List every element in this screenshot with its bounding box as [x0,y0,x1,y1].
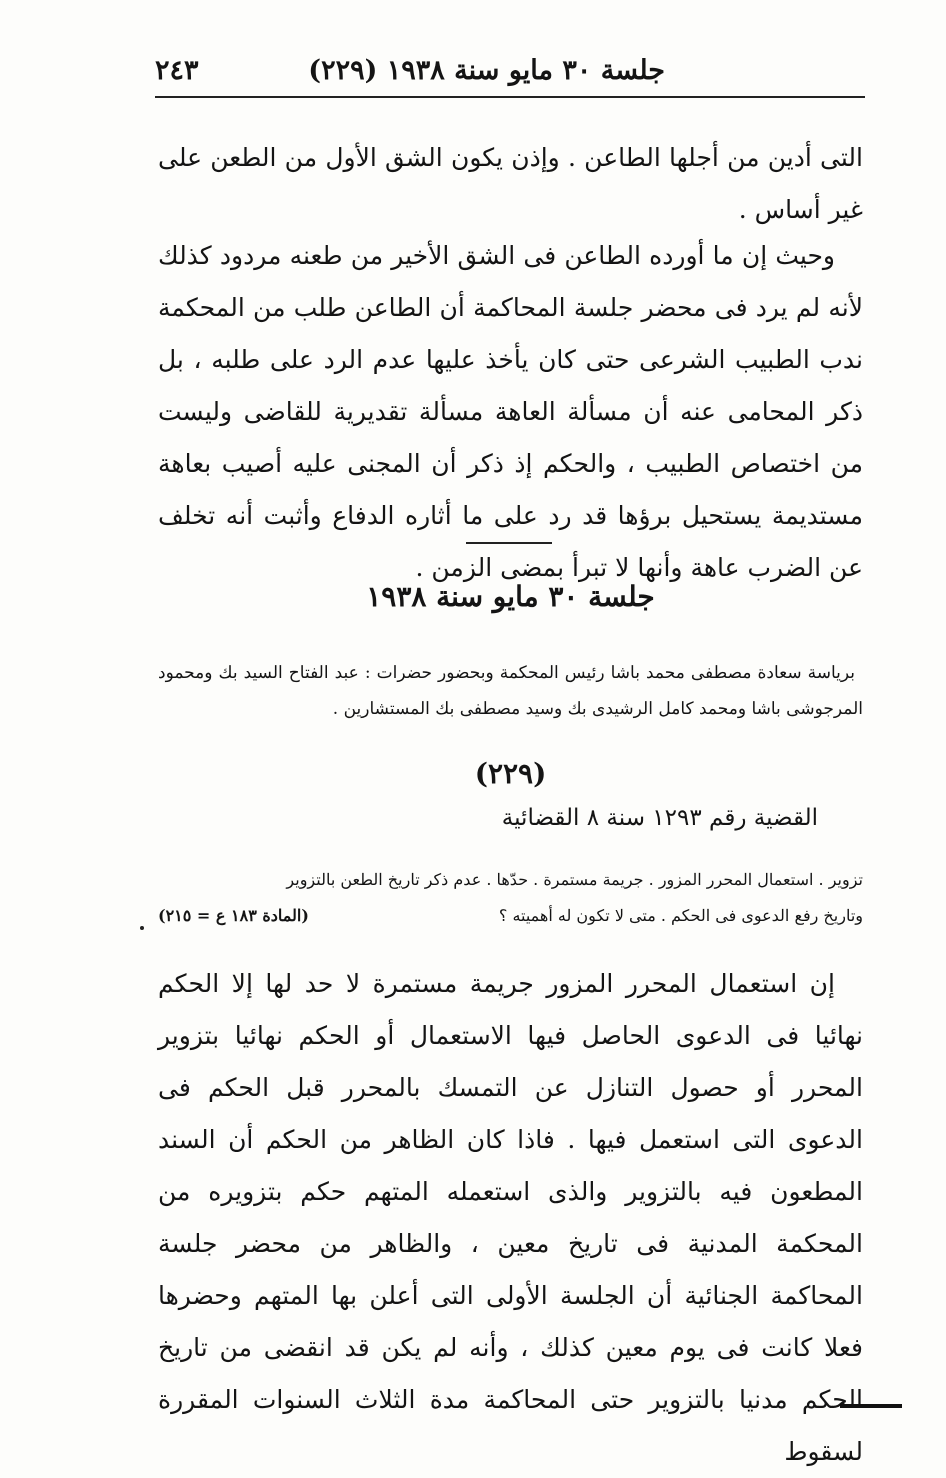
case-number: (٢٢٩) [474,757,547,790]
paragraph-principle: إن استعمال المحرر المزور جريمة مستمرة لا حد لها إلا الحكم نهائيا فى الدعوى الحاصل فيها الاستعمال أو الحكم نهائيا بتزوير المحرر أو حصول التنازل عن التمسك بالمحرر قبل الحكم فى الدعوى التى استعمل فيها . فاذا كان الظاهر من الحكم أن السند المطعون فيه بالتزوير والذى استعمله المتهم حكم بتزويره من المحكمة المدنية فى تاريخ معين ، والظاهر من محضر جلسة المحاكمة الجنائية أن الجلسة الأولى التى أعلن بها المتهم وحضرها فعلا كانت فى يوم معين كذلك ، وأنه لم يكن قد انقضى من تاريخ الحكم مدنيا بالتزوير حتى المحاكمة مدة الثلاث السنوات المقررة لسقوط [158,969,863,1466]
running-title: جلسة ٣٠ مايو سنة ١٩٣٨ (٢٢٩) [308,54,665,86]
margin-dot [140,926,144,930]
session-presidency: برياسة سعادة مصطفى محمد باشا رئيس المحكمة وبحضور حضرات : عبد الفتاح السيد بك ومحمود المرجوشى باشا ومحمد كامل الرشيدى بك وسيد مصطفى بك المستشارين . [158,663,863,719]
page-number: ٢٤٣ [155,54,199,86]
summary-line-2: وتاريخ رفع الدعوى فى الحكم . متى لا تكون له أهميته ؟ [498,906,863,925]
summary-line-1: تزوير . استعمال المحرر المزور . جريمة مستمرة . حدّها . عدم ذكر تاريخ الطعن بالتزوير [286,870,863,889]
case-reference: القضية رقم ١٢٩٣ سنة ٨ القضائية [501,805,818,831]
article-reference: (المادة ١٨٣ ع = ٢١٥) [158,906,309,925]
paragraph-ruling: وحيث إن ما أورده الطاعن فى الشق الأخير من طعنه مردود كذلك لأنه لم يرد فى محضر جلسة المحاكمة أن الطاعن طلب من المحكمة ندب الطبيب الشرعى حتى كان يأخذ عليها عدم الرد على طلبه ، بل ذكر المحامى عنه أن مسألة العاهة مسألة تقديرية للقاضى وليست من اختصاص الطبيب ، والحكم إذ ذكر أن المجنى عليه أصيب بعاهة مستديمة يستحيل برؤها قد رد على ما أثاره الدفاع وأثبت أنه تخلف عن الضرب عاهة وأنها لا تبرأ بمضى الزمن . [158,241,863,582]
header-rule [155,96,865,98]
summary-line-2-row [158,898,863,934]
section-separator [466,542,552,544]
scan-edge-mark [840,1404,902,1408]
session-title: جلسة ٣٠ مايو سنة ١٩٣٨ [366,580,655,613]
case-summary [158,862,863,934]
page-header [155,44,865,96]
paragraph-continuation: التى أدين من أجلها الطاعن . وإذن يكون الشق الأول من الطعن على غير أساس . [158,143,863,224]
